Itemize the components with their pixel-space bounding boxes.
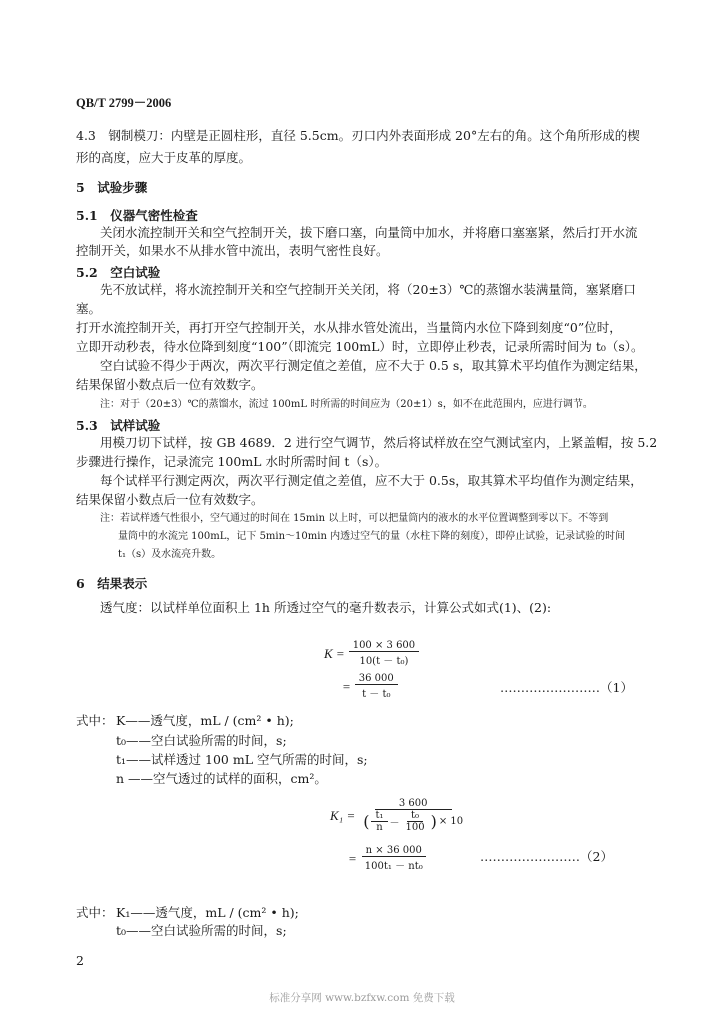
formula-1-num-a: 100 × 3 600 bbox=[349, 640, 419, 652]
section-5-2-note: 注：对于（20±3）℃的蒸馏水，流过 100mL 时所需的时间应为（20±1）s，如不在此范围内，应进行调节。 bbox=[100, 399, 593, 410]
section-5-2-title: 5.2 空白试验 bbox=[76, 265, 161, 280]
inner-num-a: t₁ bbox=[371, 810, 387, 822]
section-5-3-line2: 步骤进行操作，记录流完 100mL 水时所需时间 t（s）。 bbox=[76, 454, 388, 469]
section-5-3-line1: 用模刀切下试样，按 GB 4689．2 进行空气调节，然后将试样放在空气测试室内，上紧盖帽，按 5.2 bbox=[100, 435, 658, 450]
section-5-2-line6: 结果保留小数点后一位有效数字。 bbox=[76, 377, 264, 392]
where-1-item: n ——空气透过的试样的面积，cm²。 bbox=[116, 771, 327, 786]
footer-watermark: 标准分享网 www.bzfxw.com 免费下载 bbox=[269, 992, 455, 1004]
formula-2-eq: = bbox=[348, 850, 357, 866]
formula-2-line2 bbox=[348, 845, 427, 872]
where-2-item: K₁——透气度，mL / (cm² • h); bbox=[116, 905, 299, 920]
times-ten: × 10 bbox=[438, 816, 464, 827]
formula-2-fraction-a bbox=[359, 798, 467, 833]
formula-1-lhs: K = bbox=[324, 645, 345, 661]
formula-2-den-a bbox=[359, 810, 467, 833]
section-5-3-title: 5.3 试样试验 bbox=[76, 418, 161, 433]
section-5-2-line3: 打开水流控制开关，再打开空气控制开关，水从排水管处流出，当量筒内水位下降到刻度“0”位时， bbox=[76, 320, 622, 335]
section-5-3-note3: t₁（s）及水流亮升数。 bbox=[118, 549, 222, 560]
inner-den-a: n bbox=[376, 822, 383, 833]
section-5-1-line1: 关闭水流控制开关和空气控制开关，拔下磨口塞，向量筒中加水，并将磨口塞塞紧，然后打开水流 bbox=[100, 225, 638, 240]
formula-2-num-a: 3 600 bbox=[375, 798, 452, 810]
formula-2-lhs: K₁ = bbox=[330, 807, 356, 823]
where-2-item: t₀——空白试验所需的时间，s; bbox=[116, 923, 287, 938]
section-5-3-note1: 注：若试样透气性很小，空气通过的时间在 15min 以上时，可以把量筒内的液水的水平位置调整到零以下。不等到 bbox=[100, 513, 609, 524]
section-5-3-line3: 每个试样平行测定两次，两次平行测定值之差值，应不大于 0.5s，取其算术平均值作为测定结果， bbox=[100, 473, 643, 488]
formula-1-line1 bbox=[324, 640, 419, 667]
where-1-item: K——透气度，mL / (cm² • h); bbox=[116, 713, 294, 728]
section-4-3-cont: 形的高度，应大于皮革的厚度。 bbox=[76, 150, 252, 165]
where-1-item: t₀——空白试验所需的时间，s; bbox=[116, 733, 287, 748]
formula-1-number: ……………………（1） bbox=[500, 680, 633, 695]
section-6-title: 6 结果表示 bbox=[76, 576, 148, 591]
section-5-2-line5: 空白试验不得少于两次，两次平行测定值之差值，应不大于 0.5 s，取其算术平均值作为测定结果， bbox=[100, 358, 647, 373]
formula-2-number: ……………………（2） bbox=[480, 849, 613, 864]
inner-num-b: t₀ bbox=[407, 810, 423, 822]
standard-number: QB/T 2799－2006 bbox=[76, 96, 172, 110]
formula-2-num-b: n × 36 000 bbox=[362, 845, 426, 857]
section-5-1-line2: 控制开关，如果水不从排水管中流出，表明气密性良好。 bbox=[76, 243, 389, 258]
inner-den-b: 100 bbox=[405, 822, 425, 833]
formula-1-den-a: 10(t － t₀) bbox=[359, 656, 409, 667]
where-1-intro: 式中： bbox=[76, 713, 114, 728]
inner-minus: － bbox=[389, 818, 400, 829]
formula-1-eq: = bbox=[342, 678, 351, 694]
formula-2-fraction-b bbox=[361, 845, 427, 872]
section-5-title: 5 试验步骤 bbox=[76, 180, 148, 195]
section-5-1-title: 5.1 仪器气密性检查 bbox=[76, 208, 198, 223]
section-5-3-line4: 结果保留小数点后一位有效数字。 bbox=[76, 492, 264, 507]
section-6-line1: 透气度：以试样单位面积上 1h 所透过空气的毫升数表示，计算公式如式(1)、(2): bbox=[100, 600, 552, 615]
where-2-intro: 式中： bbox=[76, 905, 114, 920]
inner-fraction-a bbox=[371, 810, 387, 833]
where-1-item: t₁——试样透过 100 mL 空气所需的时间，s; bbox=[116, 752, 368, 767]
section-5-2-line1: 先不放试样，将水流控制开关和空气控制开关关闭，将（20±3）℃的蒸馏水装满量筒，塞紧磨口 bbox=[100, 282, 636, 297]
bracket-right: ) bbox=[430, 812, 437, 831]
inner-fraction-b bbox=[402, 810, 429, 833]
formula-1-fraction-a bbox=[349, 640, 419, 667]
formula-2-den-b: 100t₁ － nt₀ bbox=[364, 861, 423, 872]
section-5-2-line2: 塞。 bbox=[76, 301, 102, 316]
formula-1-fraction-b bbox=[355, 673, 398, 700]
page-number: 2 bbox=[76, 953, 84, 968]
section-5-2-line4: 立即开动秒表，待水位降到刻度“100”（即流完 100mL）时，立即停止秒表，记录所需时间为 t₀（s）。 bbox=[76, 339, 644, 354]
bracket-left: ( bbox=[363, 812, 370, 831]
formula-1-num-b: 36 000 bbox=[355, 673, 398, 685]
formula-2-line1 bbox=[330, 798, 467, 833]
formula-1-line2 bbox=[342, 673, 398, 700]
section-5-3-note2: 量筒中的水流完 100mL，记下 5min～10min 内透过空气的量（水柱下降的刻度），即停止试验，记录试验的时间 bbox=[118, 531, 626, 542]
section-4-3: 4.3 钢制模刀：内壁是正圆柱形，直径 5.5cm。刃口内外表面形成 20°左右的角。这个角所形成的楔 bbox=[76, 128, 640, 143]
formula-1-den-b: t － t₀ bbox=[362, 689, 391, 700]
